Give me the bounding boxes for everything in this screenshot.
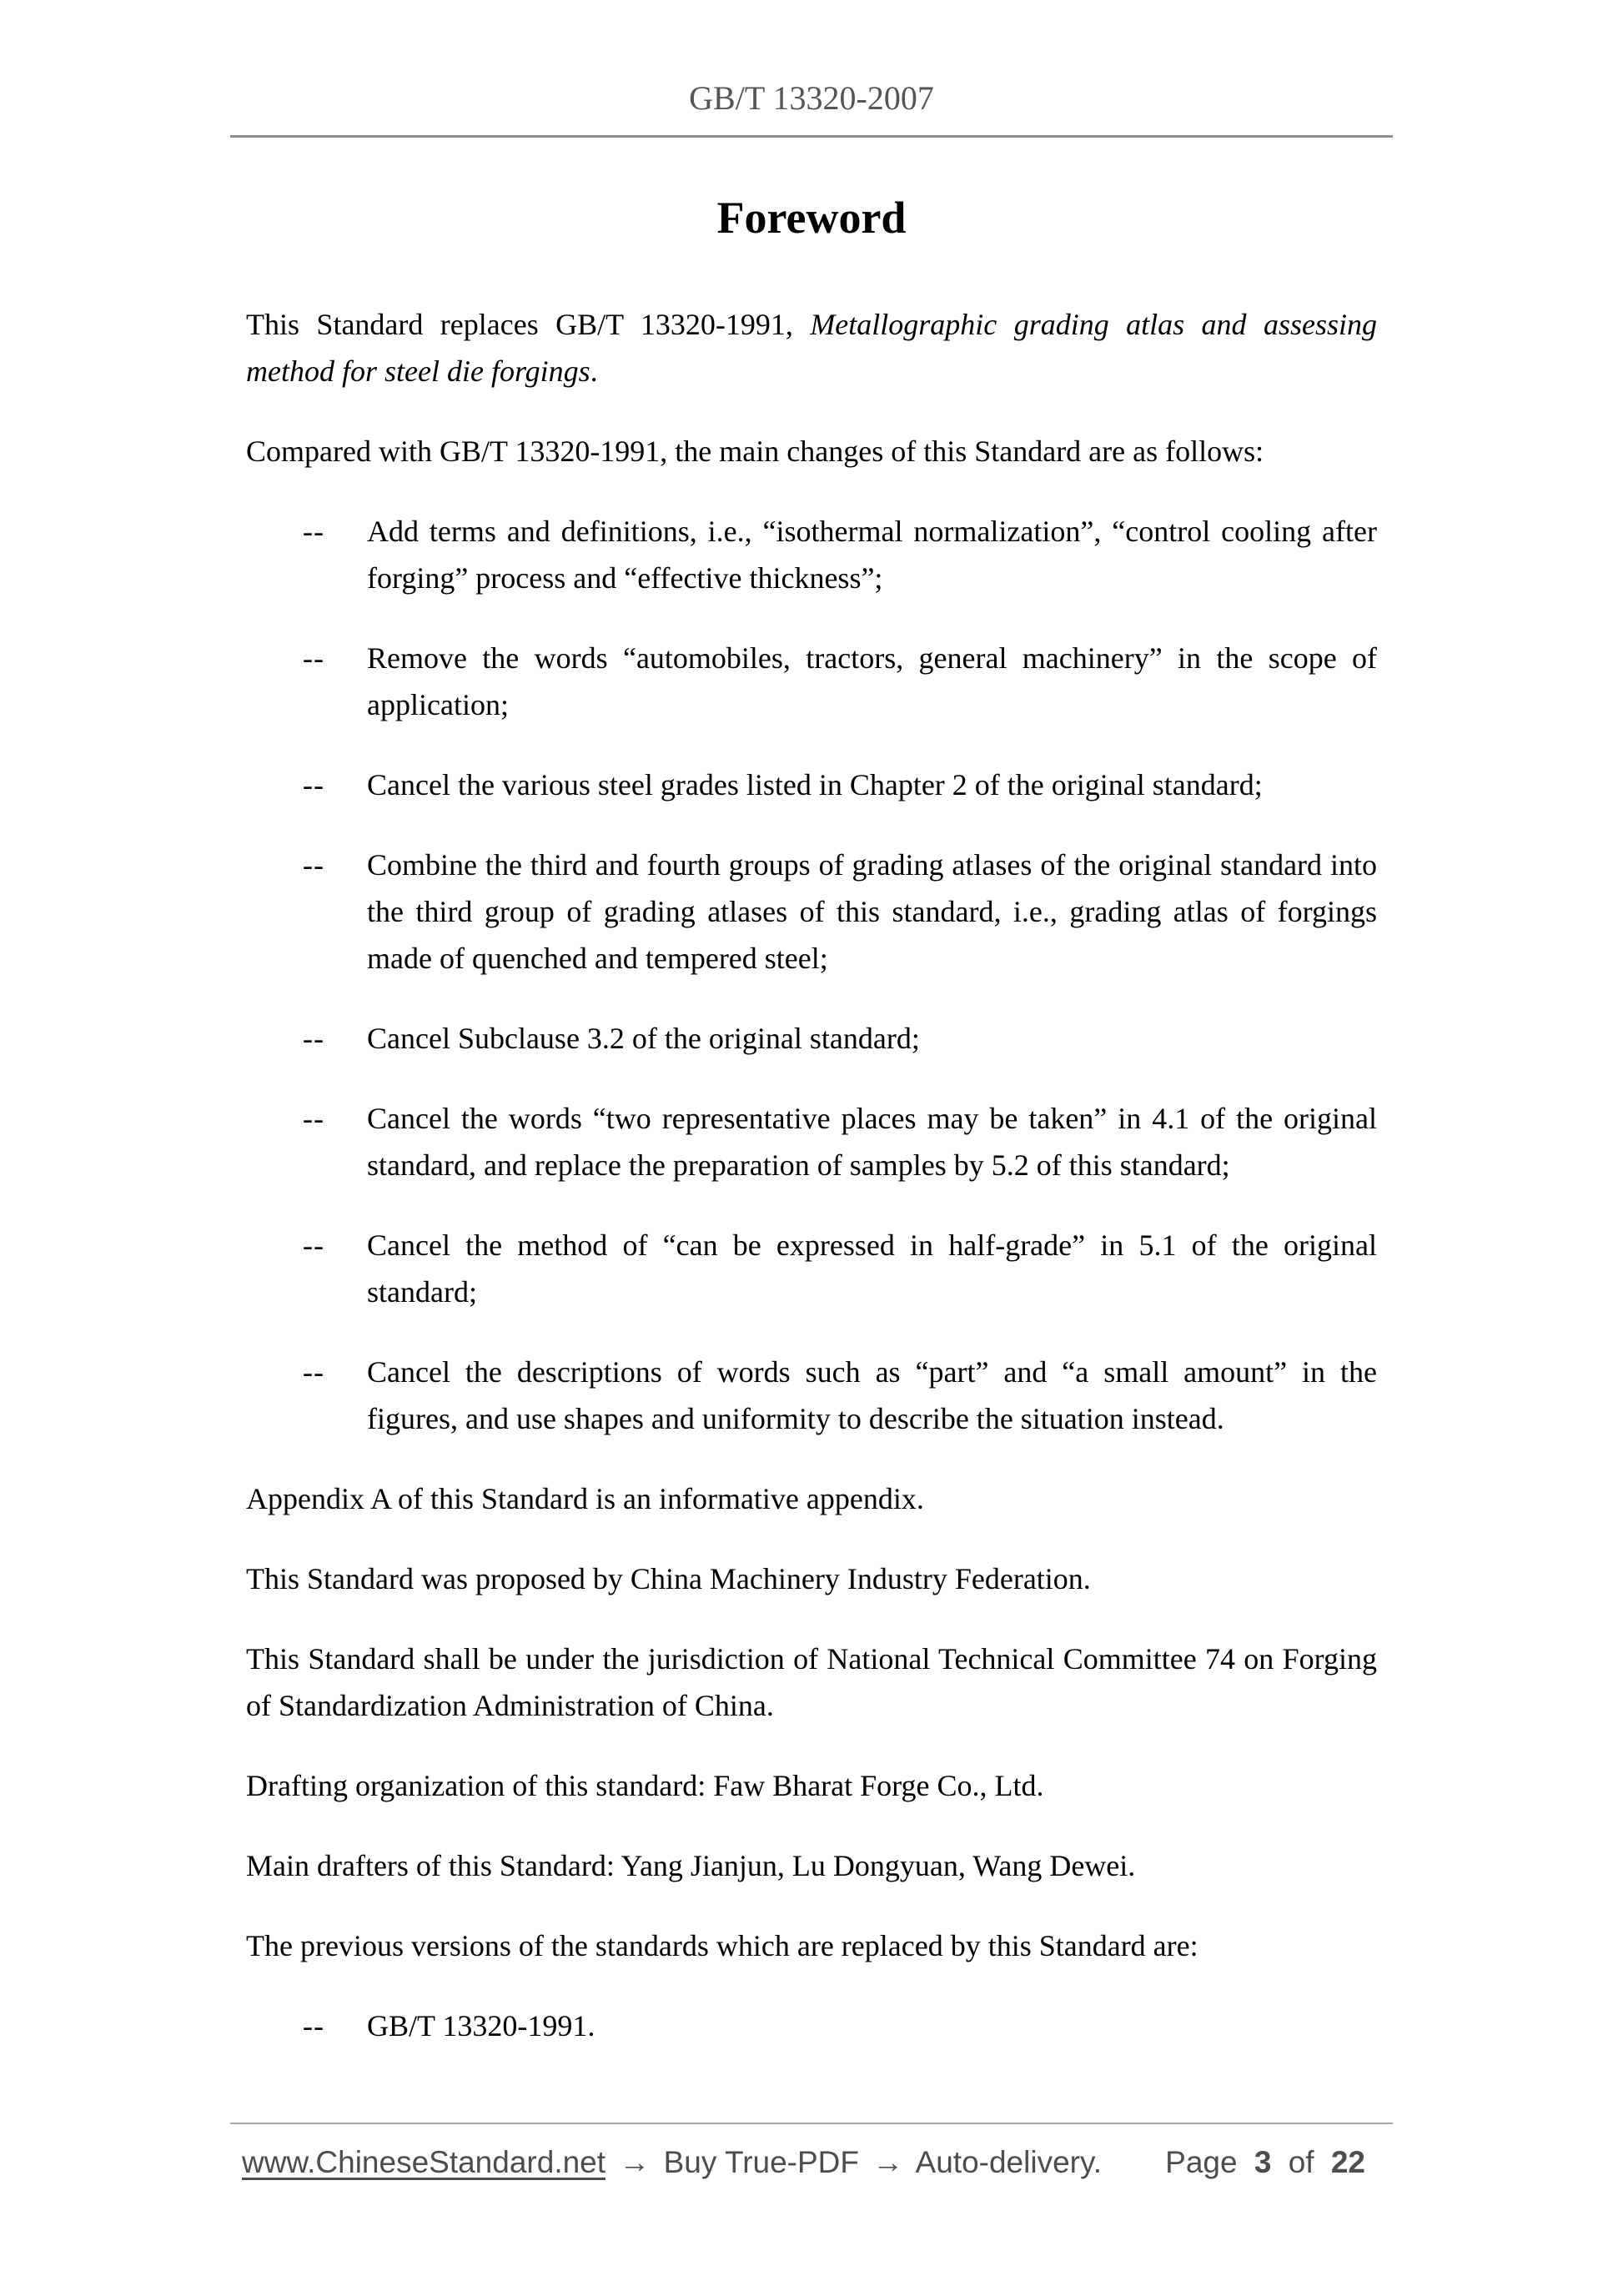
bullet-dash: -- [303, 641, 324, 675]
changes-list [246, 508, 1377, 1442]
page-of-label: of [1288, 2145, 1314, 2179]
list-item [246, 1015, 1377, 1062]
page-title: Foreword [716, 193, 907, 243]
list-item [246, 1349, 1377, 1442]
page-total: 22 [1330, 2145, 1365, 2179]
list-item-text: Cancel the descriptions of words such as “part” and “a small amount” in the figures, and use shapes and uniformity to describe the situation instead. [367, 1355, 1377, 1435]
footer-buy-text: Buy True-PDF [663, 2145, 860, 2179]
bullet-dash: -- [303, 1102, 324, 1135]
paragraph-compared: Compared with GB/T 13320-1991, the main changes of this Standard are as follows: [246, 435, 1264, 468]
document-number: GB/T 13320-2007 [689, 79, 934, 117]
bullet-dash: -- [303, 2009, 324, 2042]
paragraph-previous-versions: The previous versions of the standards which are replaced by this Standard are: [246, 1929, 1198, 1962]
page-footer [230, 2123, 1393, 2183]
bullet-dash: -- [303, 848, 324, 882]
list-item-text: Cancel Subclause 3.2 of the original standard; [367, 1022, 920, 1055]
website-link[interactable]: www.ChineseStandard.net [242, 2145, 606, 2179]
bullet-dash: -- [303, 768, 324, 801]
page-indicator [1165, 2143, 1365, 2183]
list-item [246, 1095, 1377, 1188]
list-item-text: Remove the words “automobiles, tractors, general machinery” in the scope of application; [367, 641, 1377, 721]
header-rule [230, 135, 1393, 138]
footer-row [230, 2124, 1393, 2183]
paragraph-replaces [246, 301, 1377, 394]
arrow-icon: → [872, 2145, 904, 2179]
page-current: 3 [1254, 2145, 1272, 2179]
bullet-dash: -- [303, 1022, 324, 1055]
paragraph-jurisdiction: This Standard shall be under the jurisdiction of National Technical Committee 74 on Forging of Standardization Administration of China. [246, 1642, 1377, 1722]
footer-left [242, 2143, 1102, 2183]
bullet-dash: -- [303, 515, 324, 548]
replaces-text-before: This Standard replaces GB/T 13320-1991, [246, 308, 811, 341]
list-item-text: Cancel the method of “can be expressed in half-grade” in 5.1 of the original standard; [367, 1228, 1377, 1309]
list-item [246, 635, 1377, 728]
paragraph-proposed: This Standard was proposed by China Machinery Industry Federation. [246, 1562, 1091, 1595]
paragraph-appendix: Appendix A of this Standard is an informative appendix. [246, 1482, 924, 1515]
list-item-text: GB/T 13320-1991. [367, 2009, 595, 2042]
list-item-text: Cancel the various steel grades listed in Chapter 2 of the original standard; [367, 768, 1263, 801]
list-item-text: Add terms and definitions, i.e., “isothermal normalization”, “control cooling after forging” process and “effective thickness”; [367, 515, 1377, 595]
list-item [246, 2002, 1377, 2049]
bullet-dash: -- [303, 1355, 324, 1389]
document-body [246, 301, 1377, 2049]
previous-versions-list [246, 2002, 1377, 2049]
list-item [246, 508, 1377, 601]
footer-delivery-text: Auto-delivery. [915, 2145, 1103, 2179]
paragraph-main-drafters: Main drafters of this Standard: Yang Jianjun, Lu Dongyuan, Wang Dewei. [246, 1849, 1136, 1882]
replaces-text-after: . [590, 354, 598, 388]
page-label: Page [1165, 2145, 1238, 2179]
list-item [246, 842, 1377, 982]
arrow-icon: → [619, 2145, 651, 2179]
list-item [246, 1222, 1377, 1315]
paragraph-drafting-organization: Drafting organization of this standard: Faw Bharat Forge Co., Ltd. [246, 1769, 1044, 1802]
bullet-dash: -- [303, 1228, 324, 1262]
list-item [246, 761, 1377, 808]
list-item-text: Cancel the words “two representative places may be taken” in 4.1 of the original standard, and replace the preparation of samples by 5.2 of this standard; [367, 1102, 1377, 1182]
replaces-text-italic: Metallographic grading atlas and assessing method for steel die forgings [246, 308, 1377, 388]
list-item-text: Combine the third and fourth groups of grading atlases of the original standard into the third group of grading atlases of this standard, i.e., grading atlas of forgings made of quenched and tempered steel; [367, 848, 1377, 975]
